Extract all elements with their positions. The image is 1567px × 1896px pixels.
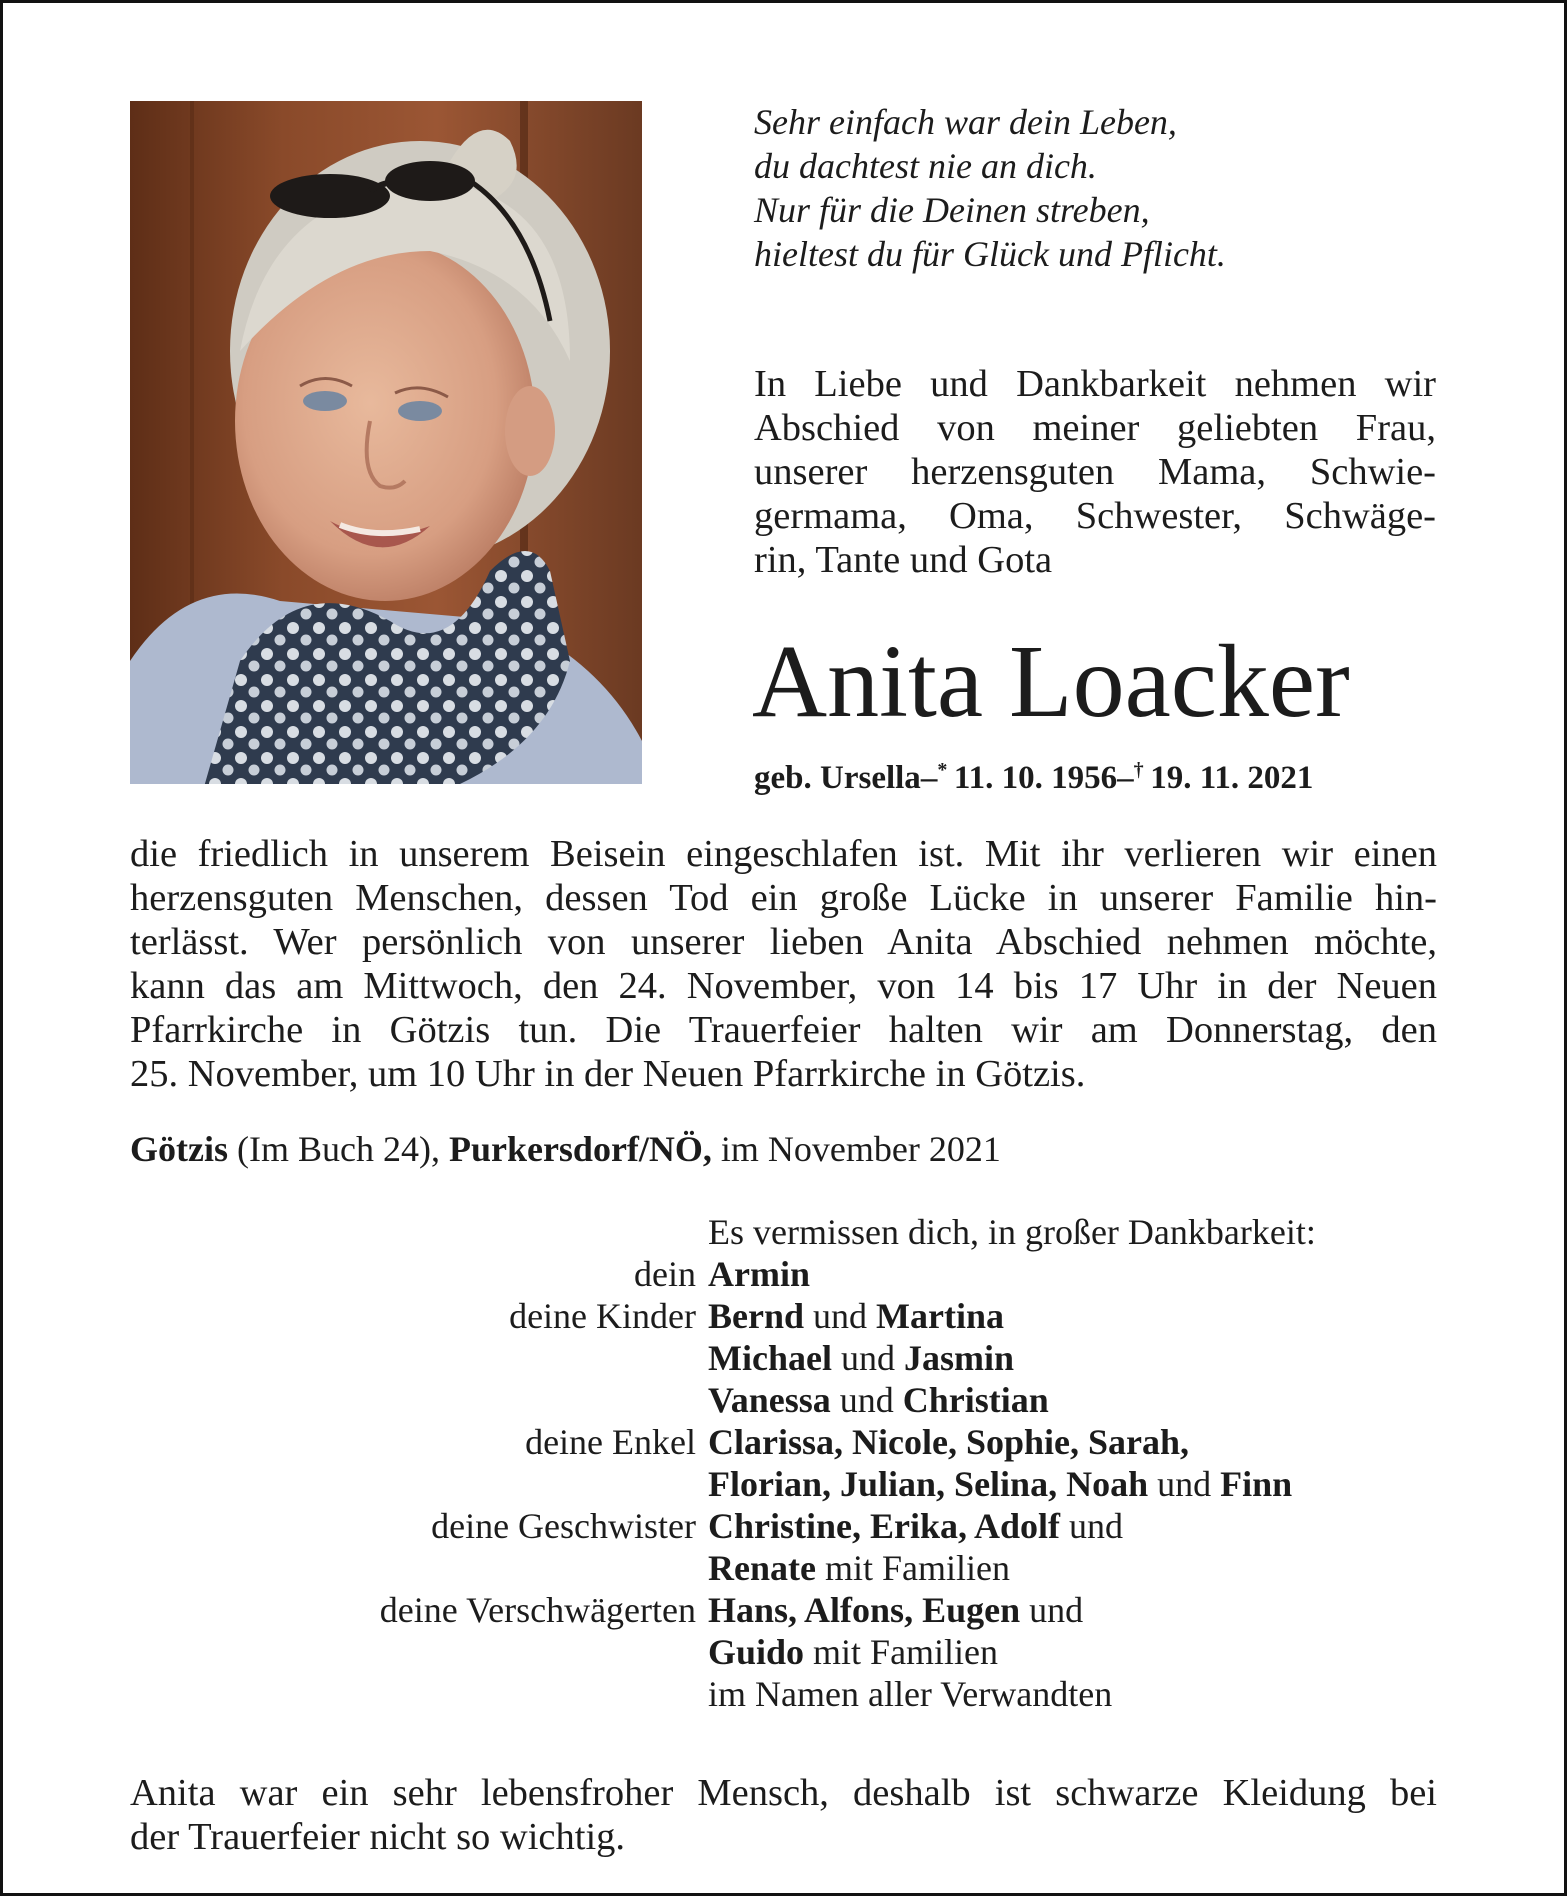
portrait-photo — [130, 101, 642, 784]
dash: – — [1117, 760, 1134, 796]
connector-text: und — [1060, 1506, 1124, 1546]
relation-label — [130, 1379, 708, 1421]
dash: – — [920, 760, 938, 796]
mourner-name: Finn — [1220, 1464, 1293, 1504]
body-line: kann das am Mittwoch, den 24. November, von 14 bis 17 Uhr in der Neuen — [130, 965, 1437, 1007]
mourner-name: Christine, Erika, Adolf — [708, 1506, 1061, 1546]
mourner-row — [130, 1421, 1440, 1463]
mourner-name: Martina — [876, 1296, 1004, 1336]
mourner-row — [130, 1505, 1440, 1547]
mourner-row — [130, 1463, 1440, 1505]
poem-line: du dachtest nie an dich. — [754, 146, 1097, 186]
relation-label: deine Kinder — [509, 1296, 696, 1336]
mourner-row — [130, 1631, 1440, 1673]
relation-label: dein — [634, 1254, 696, 1294]
closing-note — [130, 1771, 1437, 1859]
relation-label: deine Geschwister — [431, 1506, 696, 1546]
mourner-name: Bernd — [708, 1296, 805, 1336]
connector-text: und — [1148, 1464, 1221, 1504]
mourner-rows — [130, 1253, 1440, 1715]
mourner-row — [130, 1253, 1440, 1295]
mourner-names — [708, 1589, 1440, 1631]
mourners-list — [130, 1211, 1440, 1715]
intro-line: rin, Tante und Gota — [754, 539, 1053, 581]
body-line: herzensguten Menschen, dessen Tod ein große Lücke in unserer Familie hin- — [130, 877, 1437, 919]
mourner-name: Florian, Julian, Selina, Noah — [708, 1464, 1149, 1504]
portrait-image — [130, 101, 642, 784]
relation-label — [130, 1631, 708, 1673]
connector-text: mit Familien — [815, 1548, 1010, 1588]
body-line: 25. November, um 10 Uhr in der Neuen Pfarrkirche in Götzis. — [130, 1053, 1086, 1095]
town-purkersdorf: Purkersdorf/NÖ, — [448, 1129, 712, 1169]
relation-label: deine Verschwägerten — [379, 1590, 696, 1630]
mourner-names — [708, 1379, 1440, 1421]
mourner-name: Christian — [902, 1380, 1049, 1420]
mourner-names — [708, 1337, 1440, 1379]
address: (Im Buch 24), — [227, 1129, 449, 1169]
mourner-names — [708, 1295, 1440, 1337]
relation-label: deine Enkel — [525, 1422, 696, 1462]
mourner-names — [708, 1421, 1440, 1463]
poem-line: Nur für die Deinen streben, — [754, 190, 1150, 230]
body-line: die friedlich in unserem Beisein eingeschlafen ist. Mit ihr verlieren wir einen — [130, 833, 1437, 875]
body-line: Pfarrkirche in Götzis tun. Die Trauerfeier halten wir am Donnerstag, den — [130, 1009, 1437, 1051]
mourner-name: Michael — [708, 1338, 832, 1378]
mourner-row — [130, 1379, 1440, 1421]
relation-label — [130, 1337, 708, 1379]
mourners-heading: Es vermissen dich, in großer Dankbarkeit: — [708, 1212, 1316, 1252]
mourner-name: Jasmin — [903, 1338, 1014, 1378]
intro-line: Abschied von meiner geliebten Frau, — [754, 407, 1436, 449]
mourner-row — [130, 1337, 1440, 1379]
connector-text: und — [1020, 1590, 1084, 1630]
date: im November 2021 — [711, 1129, 1001, 1169]
mourner-name: Renate — [708, 1548, 816, 1588]
mourner-names — [708, 1253, 1440, 1295]
relation-label — [130, 1547, 708, 1589]
mourner-names — [708, 1463, 1440, 1505]
mourner-name: Armin — [708, 1254, 810, 1294]
connector-text: und — [831, 1338, 904, 1378]
connector-text: und — [830, 1380, 903, 1420]
poem-line: Sehr einfach war dein Leben, — [754, 102, 1177, 142]
intro-line: unserer herzensguten Mama, Schwie- — [754, 451, 1436, 493]
birth-symbol: * — [937, 759, 948, 781]
connector-text: mit Familien — [804, 1632, 999, 1672]
death-date: 19. 11. 2021 — [1150, 760, 1314, 796]
poem-line: hieltest du für Glück und Pflicht. — [754, 234, 1226, 274]
mourner-names — [708, 1547, 1440, 1589]
mourners-heading-row — [130, 1211, 1440, 1253]
mourner-row — [130, 1673, 1440, 1715]
mourner-row — [130, 1589, 1440, 1631]
intro-paragraph — [754, 362, 1436, 582]
mourner-row — [130, 1295, 1440, 1337]
intro-line: In Liebe und Dankbarkeit nehmen wir — [754, 363, 1436, 405]
closing-line: Anita war ein sehr lebensfroher Mensch, deshalb ist schwarze Kleidung bei — [130, 1772, 1437, 1814]
mourner-name: Hans, Alfons, Eugen — [708, 1590, 1021, 1630]
body-paragraph — [130, 832, 1437, 1096]
mourner-names — [708, 1505, 1440, 1547]
place-and-date — [130, 1127, 1437, 1171]
mourner-name: Clarissa, Nicole, Sophie, Sarah, — [708, 1422, 1190, 1462]
intro-line: germama, Oma, Schwester, Schwäge- — [754, 495, 1436, 537]
relation-label — [130, 1463, 708, 1505]
life-dates — [754, 750, 1454, 798]
poem — [754, 100, 1454, 276]
birth-date: 11. 10. 1956 — [953, 760, 1118, 796]
connector-text: und — [804, 1296, 877, 1336]
mourner-name: Guido — [708, 1632, 805, 1672]
mourner-names — [708, 1673, 1440, 1715]
mourner-name: Vanessa — [708, 1380, 831, 1420]
deceased-name: Anita Loacker — [752, 624, 1350, 739]
mourner-names — [708, 1631, 1440, 1673]
maiden-name: geb. Ursella — [754, 760, 921, 796]
mourner-row — [130, 1547, 1440, 1589]
closing-line: der Trauerfeier nicht so wichtig. — [130, 1816, 626, 1858]
death-symbol: † — [1133, 759, 1144, 781]
relation-label — [130, 1673, 708, 1715]
body-line: terlässt. Wer persönlich von unserer lieben Anita Abschied nehmen möchte, — [130, 921, 1437, 963]
town-goetzis: Götzis — [130, 1129, 228, 1169]
connector-text: im Namen aller Verwandten — [708, 1674, 1113, 1714]
